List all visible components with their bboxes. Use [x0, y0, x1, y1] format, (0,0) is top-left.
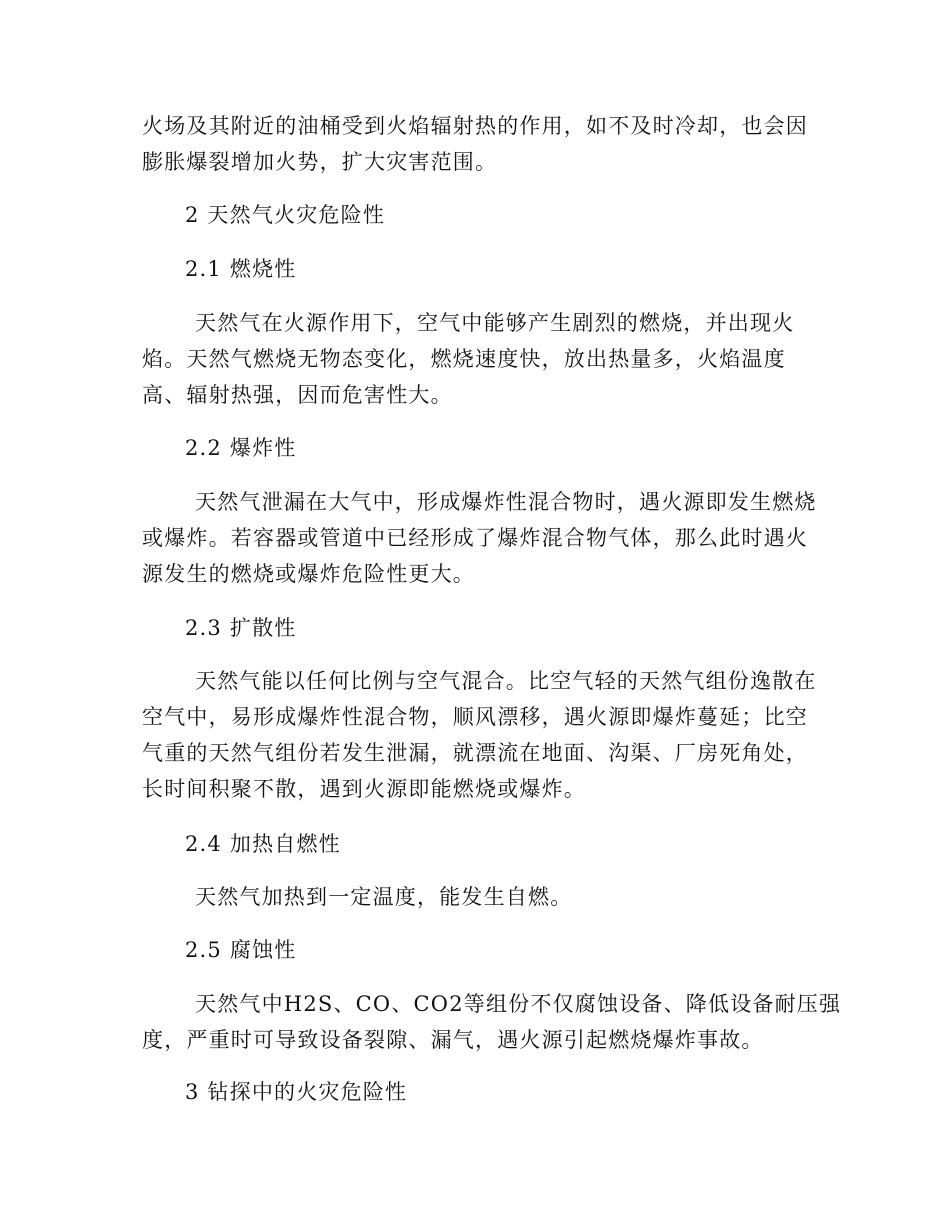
text-line: 气重的天然气组份若发生泄漏，就漂流在地面、沟渠、厂房死角处， — [142, 741, 808, 765]
text-line: 天然气中H2S、CO、CO2等组份不仅腐蚀设备、降低设备耐压强 — [195, 992, 842, 1016]
text-line: 火场及其附近的油桶受到火焰辐射热的作用，如不及时冷却，也会因 — [142, 114, 808, 138]
text-line: 天然气泄漏在大气中，形成爆炸性混合物时，遇火源即发生燃烧 — [195, 490, 817, 514]
paragraph-2-4 — [195, 879, 572, 915]
text-line: 天然气能以任何比例与空气混合。比空气轻的天然气组份逸散在 — [195, 669, 817, 693]
heading-text: 2.4 加热自燃性 — [185, 832, 341, 856]
text-line: 高、辐射热强，因而危害性大。 — [142, 383, 453, 407]
heading-text: 2.5 腐蚀性 — [185, 938, 297, 962]
text-line: 或爆炸。若容器或管道中已经形成了爆炸混合物气体，那么此时遇火 — [142, 526, 808, 550]
text-line: 空气中，易形成爆炸性混合物，顺风漂移，遇火源即爆炸蔓延；比空 — [142, 705, 808, 729]
text-line: 度，严重时可导致设备裂隙、漏气，遇火源引起燃烧爆炸事故。 — [142, 1028, 764, 1052]
text-line: 天然气在火源作用下，空气中能够产生剧烈的燃烧，并出现火 — [195, 311, 795, 335]
subsection-heading-2-1 — [185, 251, 296, 287]
text-line: 膨胀爆裂增加火势，扩大灾害范围。 — [142, 150, 498, 174]
subsection-heading-2-2 — [185, 430, 296, 466]
text-line: 天然气加热到一定温度，能发生自燃。 — [195, 885, 573, 909]
text-line: 长时间积聚不散，遇到火源即能燃烧或爆炸。 — [142, 777, 586, 801]
paragraph-2-2 — [142, 484, 817, 592]
text-line: 源发生的燃烧或爆炸危险性更大。 — [142, 562, 475, 586]
heading-text: 2.1 燃烧性 — [185, 257, 297, 281]
subsection-heading-2-5 — [185, 932, 296, 968]
heading-text: 2.3 扩散性 — [185, 616, 297, 640]
heading-text: 2.2 爆炸性 — [185, 436, 297, 460]
heading-text: 3 钻探中的火灾危险性 — [185, 1080, 408, 1104]
subsection-heading-2-3 — [185, 610, 296, 646]
section-heading-2 — [185, 197, 385, 233]
paragraph-continuation — [142, 108, 808, 180]
heading-text: 2 天然气火灾危险性 — [185, 203, 386, 227]
subsection-heading-2-4 — [185, 826, 341, 862]
paragraph-2-1 — [142, 305, 794, 413]
section-heading-3 — [185, 1074, 407, 1110]
text-line: 焰。天然气燃烧无物态变化，燃烧速度快，放出热量多，火焰温度 — [142, 347, 786, 371]
paragraph-2-3 — [142, 663, 817, 807]
paragraph-2-5 — [142, 986, 841, 1058]
